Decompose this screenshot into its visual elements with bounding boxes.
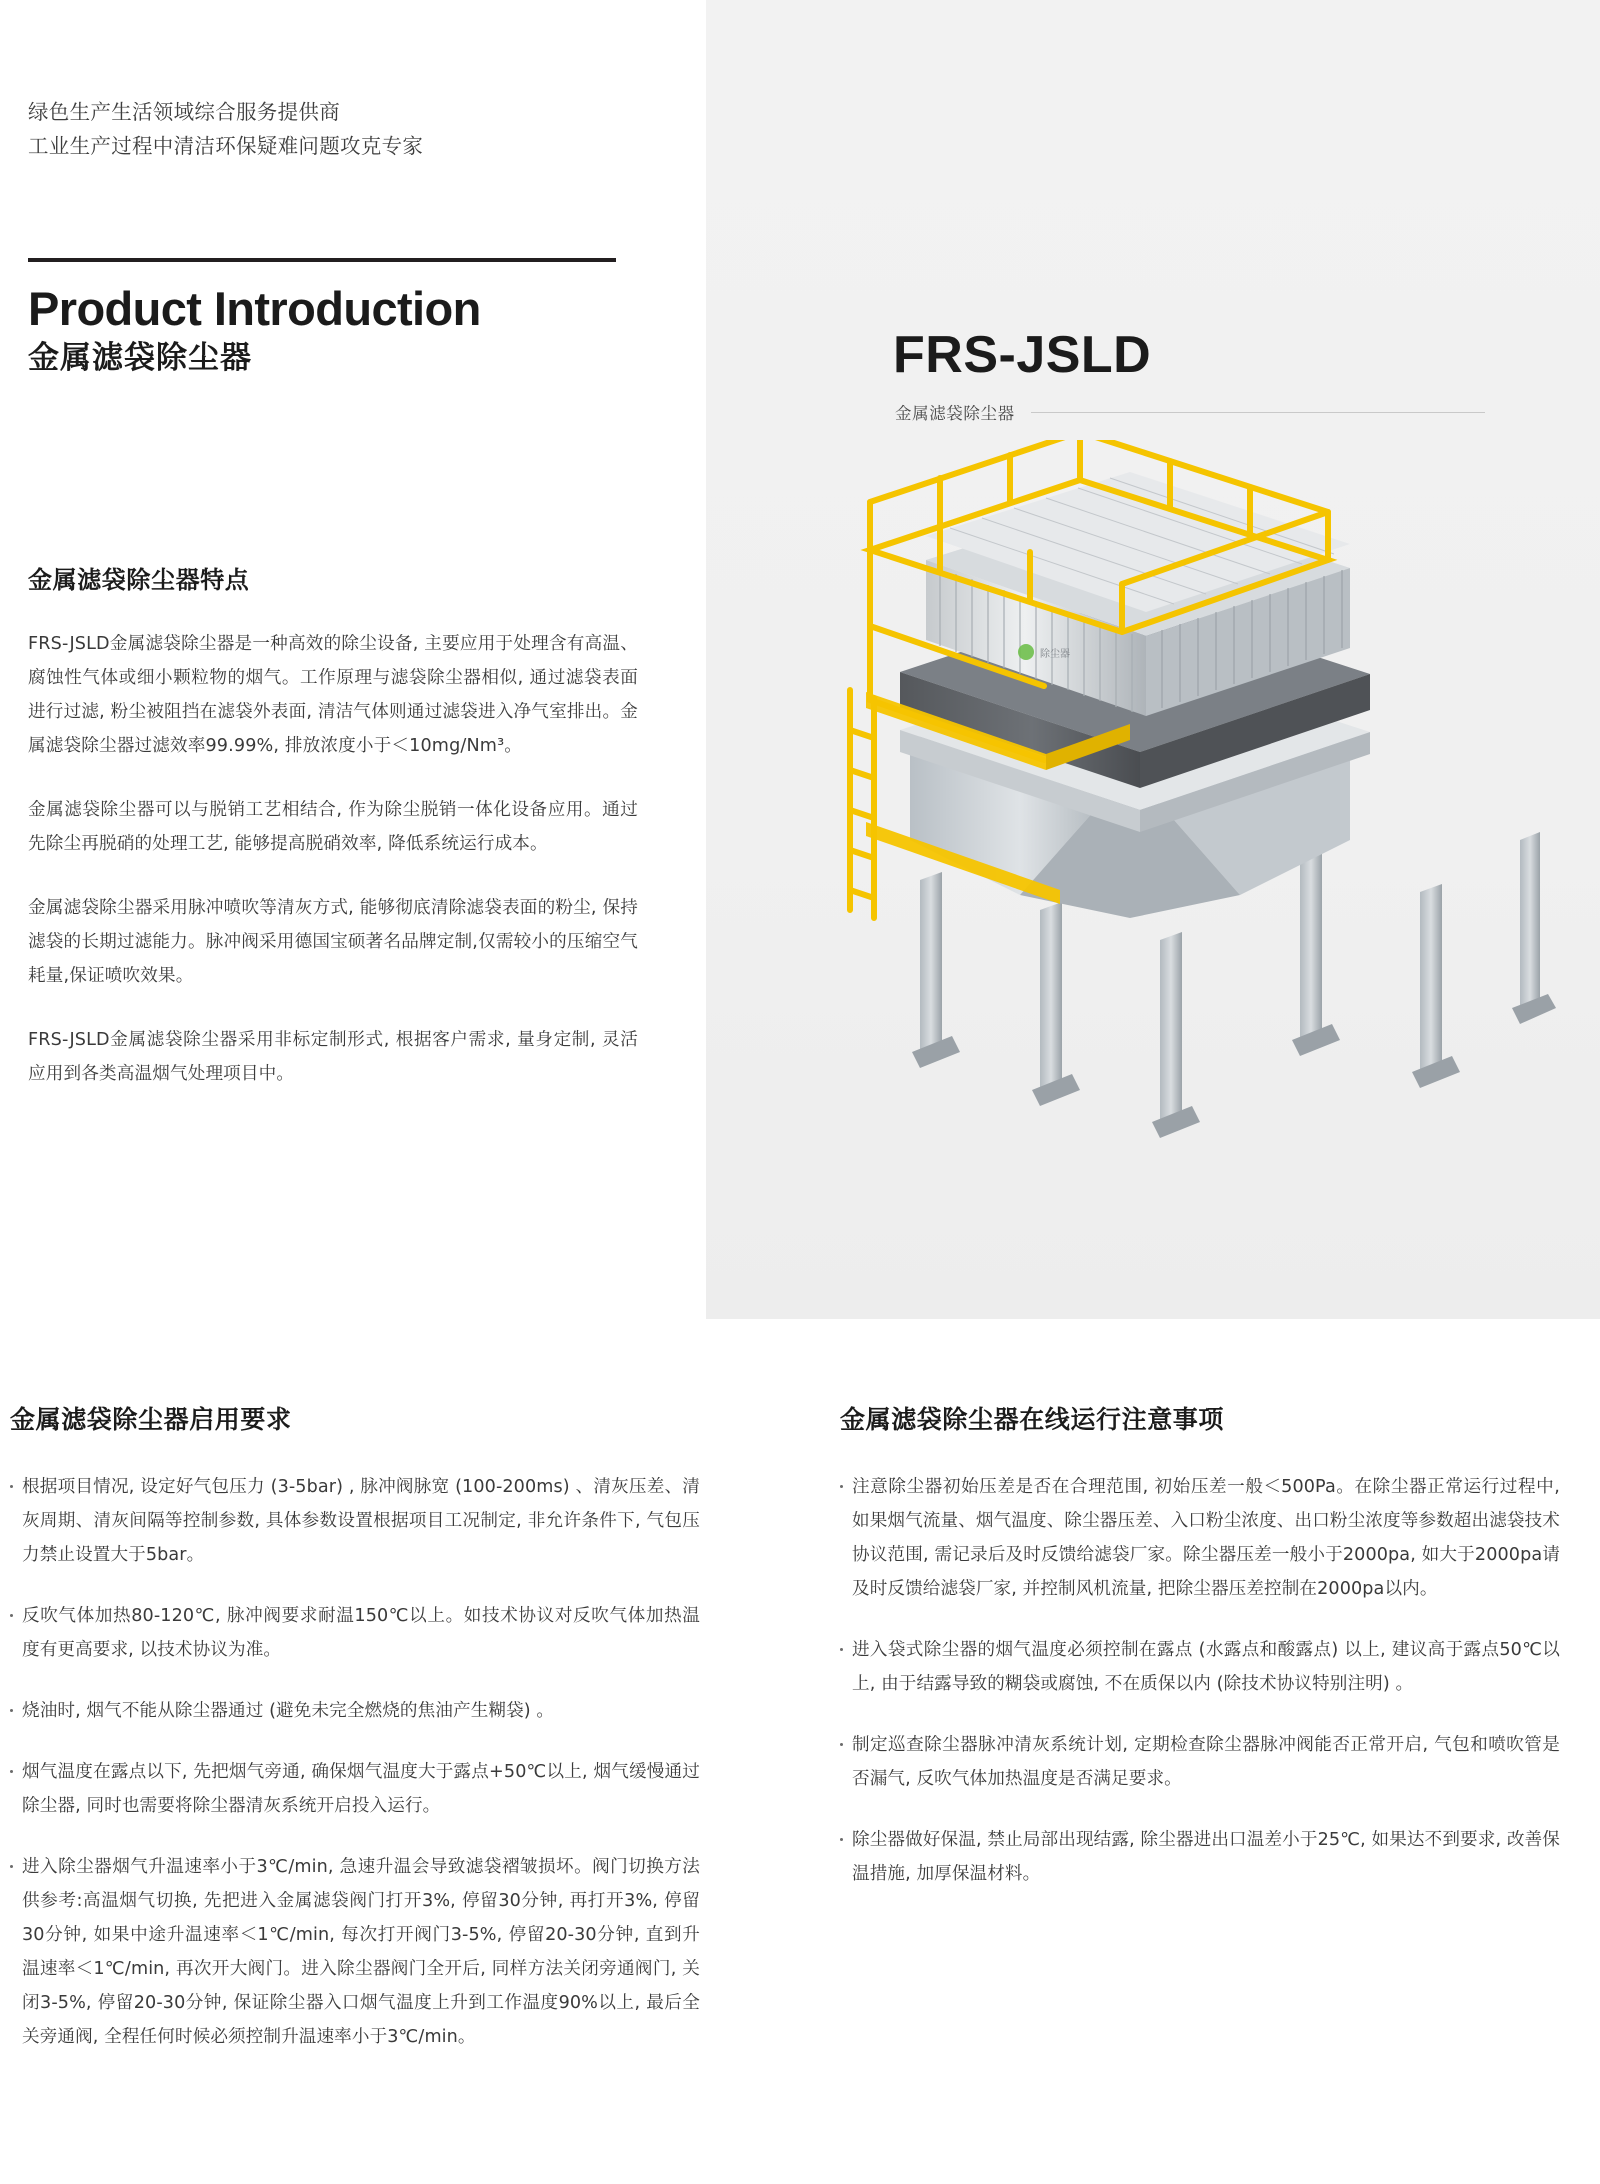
page-title-english: Product Introduction — [28, 282, 481, 335]
features-paragraph: FRS-JSLD金属滤袋除尘器是一种高效的除尘设备, 主要应用于处理含有高温、腐蚀性气体或细小颗粒物的烟气。工作原理与滤袋除尘器相似, 通过滤袋表面进行过滤, 粉尘被阻挡在滤袋外表面, 清洁气体则通过滤袋进入净气室排出。金属滤袋除尘器过滤效率99.99%, 排放浓度小于＜10mg/Nm³。 — [28, 634, 638, 756]
features-section — [28, 560, 638, 1091]
product-model-subtitle: 金属滤袋除尘器 — [895, 404, 1015, 423]
list-item: 烟气温度在露点以下, 先把烟气旁通, 确保烟气温度大于露点+50℃以上, 烟气缓慢通过除尘器, 同时也需要将除尘器清灰系统开启投入运行。 — [10, 1755, 700, 1823]
online-operation-notes-section — [840, 1400, 1560, 1891]
page-header-block — [28, 258, 638, 381]
list-item: 进入袋式除尘器的烟气温度必须控制在露点 (水露点和酸露点) 以上, 建议高于露点50℃以上, 由于结露导致的糊袋或腐蚀, 不在质保以内 (除技术协议特别注明) 。 — [840, 1633, 1560, 1701]
company-slogan — [28, 95, 648, 163]
subtitle-divider-line — [1031, 412, 1485, 413]
list-item: 除尘器做好保温, 禁止局部出现结露, 除尘器进出口温差小于25℃, 如果达不到要求, 改善保温措施, 加厚保温材料。 — [840, 1823, 1560, 1891]
features-heading: 金属滤袋除尘器特点 — [28, 566, 250, 594]
dust-collector-diagram-icon — [830, 440, 1590, 1140]
svg-text:除尘器: 除尘器 — [1040, 649, 1070, 660]
header-divider-rule — [28, 258, 616, 262]
product-model-title: FRS-JSLD — [893, 326, 1152, 384]
startup-requirements-heading: 金属滤袋除尘器启用要求 — [10, 1405, 292, 1434]
features-paragraph: 金属滤袋除尘器可以与脱销工艺相结合, 作为除尘脱销一体化设备应用。通过先除尘再脱硝的处理工艺, 能够提高脱硝效率, 降低系统运行成本。 — [28, 800, 638, 854]
slogan-line-2: 工业生产过程中清洁环保疑难问题攻克专家 — [28, 134, 424, 158]
product-model-subtitle-row — [895, 400, 1485, 424]
list-item: 注意除尘器初始压差是否在合理范围, 初始压差一般＜500Pa。在除尘器正常运行过程中, 如果烟气流量、烟气温度、除尘器压差、入口粉尘浓度、出口粉尘浓度等参数超出滤袋技术协议范围, 需记录后及时反馈给滤袋厂家。除尘器压差一般小于2000pa, 如大于2000pa请及时反馈给滤袋厂家, 并控制风机流量, 把除尘器压差控制在2000pa以内。 — [840, 1470, 1560, 1606]
product-illustration — [830, 440, 1590, 1140]
slogan-line-1: 绿色生产生活领域综合服务提供商 — [28, 100, 340, 124]
online-operation-notes-heading: 金属滤袋除尘器在线运行注意事项 — [840, 1405, 1225, 1434]
page-title-chinese: 金属滤袋除尘器 — [28, 340, 252, 377]
features-paragraph: 金属滤袋除尘器采用脉冲喷吹等清灰方式, 能够彻底清除滤袋表面的粉尘, 保持滤袋的长期过滤能力。脉冲阀采用德国宝硕著名品牌定制,仅需较小的压缩空气耗量,保证喷吹效果。 — [28, 898, 638, 986]
list-item: 根据项目情况, 设定好气包压力 (3-5bar) , 脉冲阀脉宽 (100-200ms) 、清灰压差、清灰周期、清灰间隔等控制参数, 具体参数设置根据项目工况制定, 非允许条件下, 气包压力禁止设置大于5bar。 — [10, 1470, 700, 1572]
list-item: 反吹气体加热80-120℃, 脉冲阀要求耐温150℃以上。如技术协议对反吹气体加热温度有更高要求, 以技术协议为准。 — [10, 1599, 700, 1667]
startup-requirements-section — [10, 1400, 700, 2054]
list-item: 烧油时, 烟气不能从除尘器通过 (避免未完全燃烧的焦油产生糊袋) 。 — [10, 1694, 700, 1728]
list-item: 进入除尘器烟气升温速率小于3℃/min, 急速升温会导致滤袋褶皱损坏。阀门切换方法供参考:高温烟气切换, 先把进入金属滤袋阀门打开3%, 停留30分钟, 再打开3%, 停留30分钟, 如果中途升温速率＜1℃/min, 每次打开阀门3-5%, 停留20-30分钟, 直到升温速率＜1℃/min, 再次开大阀门。进入除尘器阀门全开后, 同样方法关闭旁通阀门, 关闭3-5%, 停留20-30分钟, 保证除尘器入口烟气温度上升到工作温度90%以上, 最后全关旁通阀, 全程任何时候必须控制升温速率小于3℃/min。 — [10, 1850, 700, 2054]
list-item: 制定巡查除尘器脉冲清灰系统计划, 定期检查除尘器脉冲阀能否正常开启, 气包和喷吹管是否漏气, 反吹气体加热温度是否满足要求。 — [840, 1728, 1560, 1796]
features-paragraph: FRS-JSLD金属滤袋除尘器采用非标定制形式, 根据客户需求, 量身定制, 灵活应用到各类高温烟气处理项目中。 — [28, 1030, 638, 1084]
